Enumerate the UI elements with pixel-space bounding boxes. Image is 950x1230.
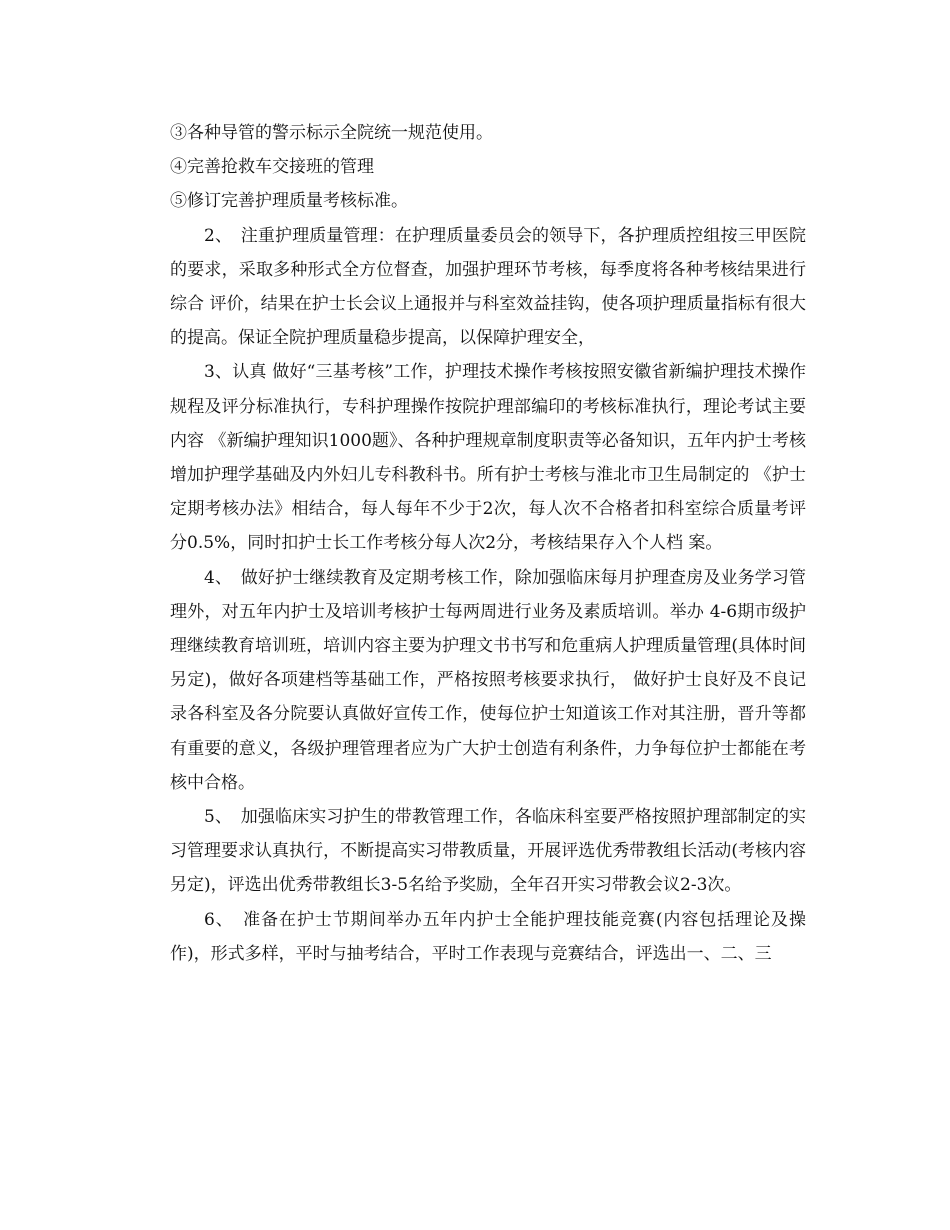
list-item-crash-cart-handover: ④完善抢救车交接班的管理: [170, 157, 374, 178]
paragraph-intern-teaching: 5、 加强临床实习护生的带教管理工作，各临床科室要严格按照护理部制定的实习管理要求认真执行，不断提高实习带教质量，开展评选优秀带教组长活动(考核内容另定)，评选出优秀带教组长3-5名给予奖励，全年召开实习带教会议2-3次。: [170, 807, 806, 896]
paragraph-skills-competition: 6、 准备在护士节期间举办五年内护士全能护理技能竞赛(内容包括理论及操作)，形式多样，平时与抽考结合，平时工作表现与竞赛结合，评选出一、二、三: [170, 909, 806, 964]
paragraph-three-basics-assessment: 3、认真 做好“三基考核”工作，护理技术操作考核按照安徽省新编护理技术操作规程及评分标准执行，专科护理操作按院护理部编印的考核标准执行，理论考试主要内容 《新编护理知识1000题》、各种护理规章制度职责等必备知识，五年内护士考核增加护理学基础及内外妇儿专科教科书。所有护士考核与淮北市卫生局制定的 《护士定期考核办法》相结合，每人每年不少于2次，每人次不合格者扣科室综合质量考评分0.5%，同时扣护士长工作考核分每人次2分，考核结果存入个人档 案。: [170, 362, 806, 554]
document-body: [170, 116, 806, 971]
paragraph-quality-management: 2、 注重护理质量管理：在护理质量委员会的领导下，各护理质控组按三甲医院的要求，采取多种形式全方位督查，加强护理环节考核，每季度将各种考核结果进行综合 评价，结果在护士长会议上通报并与科室效益挂钩，使各项护理质量指标有很大的提高。保证全院护理质量稳步提高，以保障护理安全，: [170, 225, 806, 349]
list-item-quality-standard: ⑤修订完善护理质量考核标准。: [170, 191, 408, 212]
list-item-catheter-warning: ③各种导管的警示标示全院统一规范使用。: [170, 123, 493, 143]
paragraph-continuing-education: 4、 做好护士继续教育及定期考核工作，除加强临床每月护理查房及业务学习管理外，对五年内护士及培训考核护士每两周进行业务及素质培训。举办 4-6期市级护理继续教育培训班，培训内容主要为护理文书书写和危重病人护理质量管理(具体时间另定)，做好各项建档等基础工作，严格按照考核要求执行， 做好护士良好及不良记录各科室及各分院要认真做好宣传工作，使每位护士知道该工作对其注册，晋升等都有重要的意义，各级护理管理者应为广大护士创造有利条件，力争每位护士都能在考核中合格。: [170, 567, 806, 793]
